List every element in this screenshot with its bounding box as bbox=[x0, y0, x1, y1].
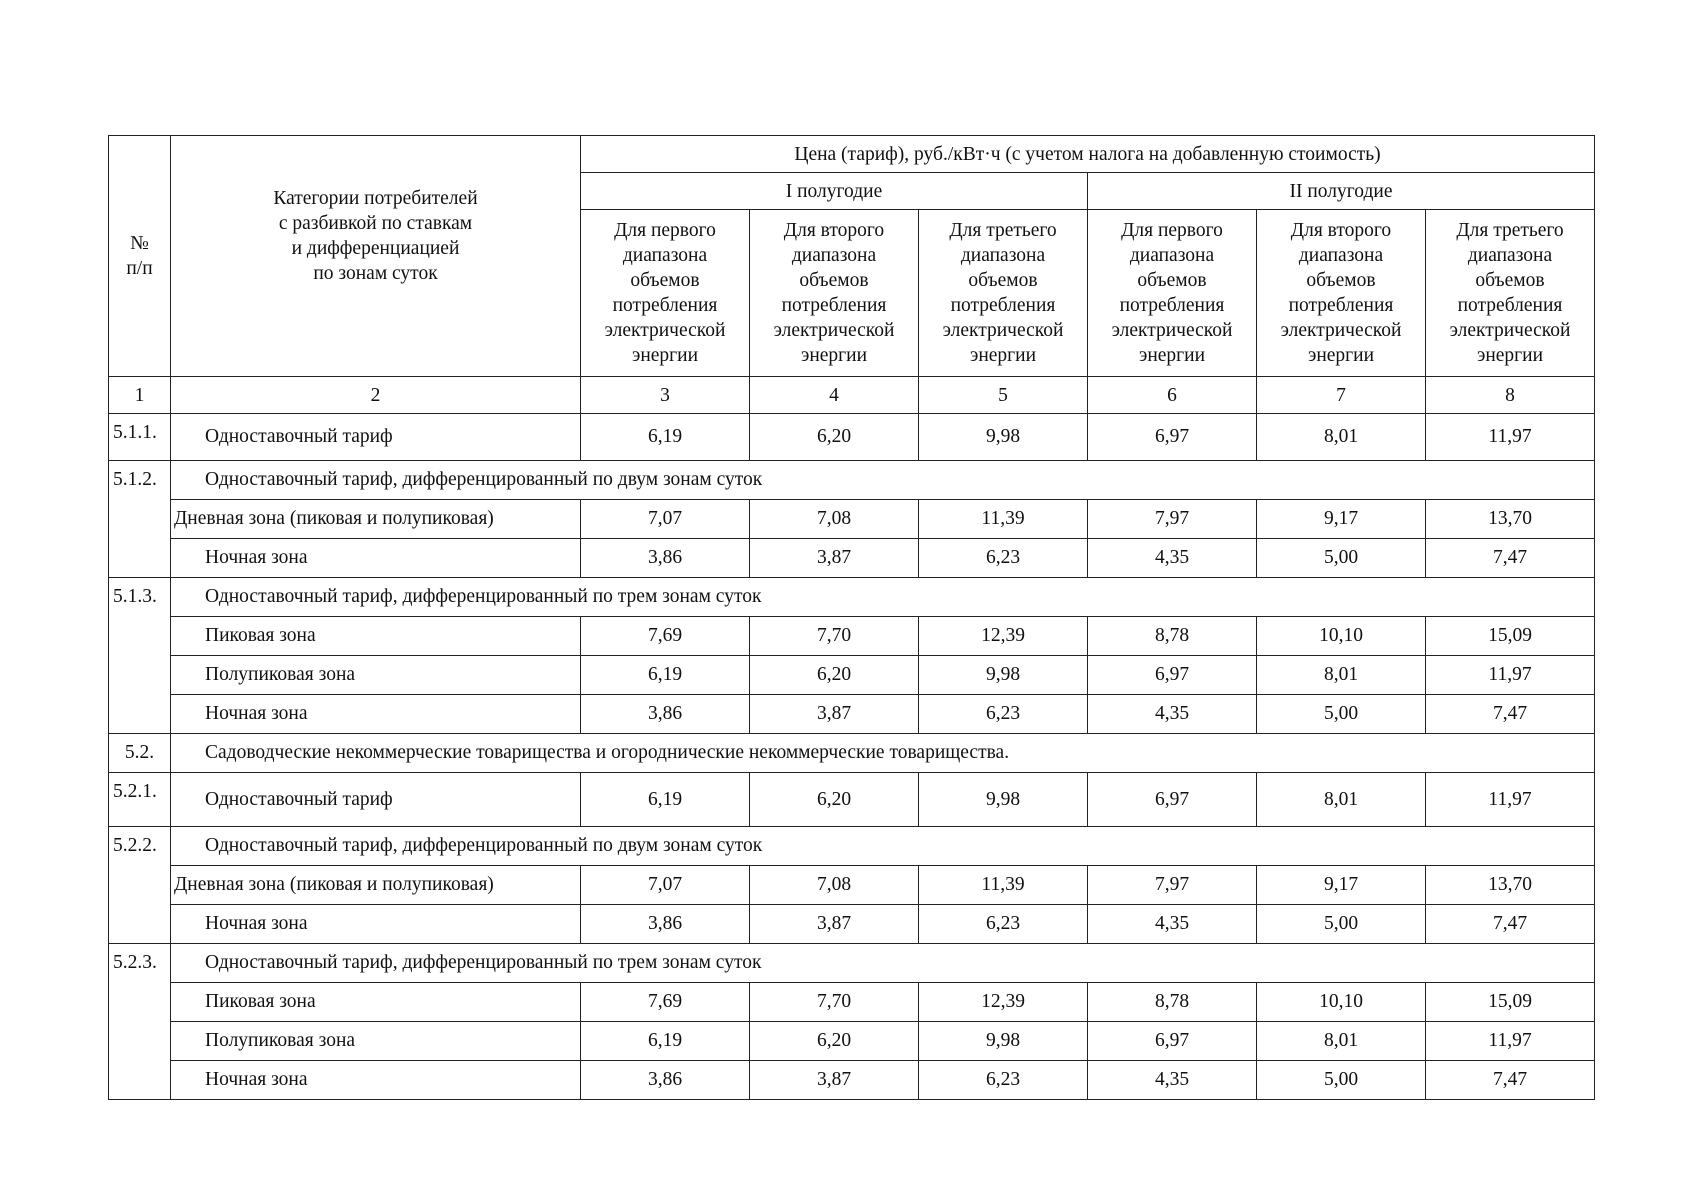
col-index: 2 bbox=[171, 377, 581, 414]
value-cell: 8,01 bbox=[1257, 773, 1426, 827]
row-number: 5.2.2. bbox=[109, 827, 171, 944]
value-cell: 8,78 bbox=[1088, 983, 1257, 1022]
section-label: Одноставочный тариф, дифференцированный по трем зонам суток bbox=[171, 944, 1595, 983]
row-number: 5.2.1. bbox=[109, 773, 171, 827]
header-range3-h2: Для третьего диапазона объемов потребления электрической энергии bbox=[1426, 210, 1595, 377]
value-cell: 13,70 bbox=[1426, 866, 1595, 905]
value-cell: 6,97 bbox=[1088, 1022, 1257, 1061]
section-label: Одноставочный тариф, дифференцированный по трем зонам суток bbox=[171, 578, 1595, 617]
value-cell: 5,00 bbox=[1257, 539, 1426, 578]
header-range1-h1: Для первого диапазона объемов потребления электрической энергии bbox=[581, 210, 750, 377]
value-cell: 3,87 bbox=[750, 539, 919, 578]
value-cell: 6,23 bbox=[919, 1061, 1088, 1100]
table-row bbox=[109, 944, 1595, 983]
value-cell: 9,98 bbox=[919, 414, 1088, 461]
value-cell: 7,69 bbox=[581, 617, 750, 656]
table-row bbox=[109, 734, 1595, 773]
value-cell: 6,20 bbox=[750, 773, 919, 827]
table-row bbox=[109, 539, 1595, 578]
table-row bbox=[109, 1022, 1595, 1061]
value-cell: 7,97 bbox=[1088, 866, 1257, 905]
table-row bbox=[109, 500, 1595, 539]
value-cell: 7,08 bbox=[750, 500, 919, 539]
row-label: Ночная зона bbox=[171, 539, 581, 578]
header-half2: II полугодие bbox=[1088, 173, 1595, 210]
value-cell: 8,78 bbox=[1088, 617, 1257, 656]
row-label: Одноставочный тариф bbox=[171, 414, 581, 461]
value-cell: 3,86 bbox=[581, 539, 750, 578]
value-cell: 11,39 bbox=[919, 866, 1088, 905]
value-cell: 7,47 bbox=[1426, 539, 1595, 578]
header-range3-h1: Для третьего диапазона объемов потребления электрической энергии bbox=[919, 210, 1088, 377]
row-number: 5.1.1. bbox=[109, 414, 171, 461]
header-range2-h1: Для второго диапазона объемов потребления электрической энергии bbox=[750, 210, 919, 377]
value-cell: 11,97 bbox=[1426, 1022, 1595, 1061]
value-cell: 8,01 bbox=[1257, 1022, 1426, 1061]
section-label: Садоводческие некоммерческие товарищества и огороднические некоммерческие товарищества. bbox=[171, 734, 1595, 773]
row-number: 5.1.3. bbox=[109, 578, 171, 734]
row-number: 5.1.2. bbox=[109, 461, 171, 578]
tariff-table bbox=[108, 135, 1595, 1100]
row-label: Пиковая зона bbox=[171, 983, 581, 1022]
row-label: Ночная зона bbox=[171, 905, 581, 944]
col-index: 8 bbox=[1426, 377, 1595, 414]
value-cell: 7,47 bbox=[1426, 1061, 1595, 1100]
row-label: Ночная зона bbox=[171, 695, 581, 734]
value-cell: 6,97 bbox=[1088, 656, 1257, 695]
value-cell: 4,35 bbox=[1088, 695, 1257, 734]
value-cell: 7,69 bbox=[581, 983, 750, 1022]
value-cell: 11,97 bbox=[1426, 656, 1595, 695]
table-row bbox=[109, 414, 1595, 461]
value-cell: 5,00 bbox=[1257, 1061, 1426, 1100]
row-label: Полупиковая зона bbox=[171, 1022, 581, 1061]
row-label: Одноставочный тариф bbox=[171, 773, 581, 827]
value-cell: 6,23 bbox=[919, 905, 1088, 944]
value-cell: 6,19 bbox=[581, 773, 750, 827]
value-cell: 6,23 bbox=[919, 695, 1088, 734]
value-cell: 9,98 bbox=[919, 656, 1088, 695]
table-row bbox=[109, 695, 1595, 734]
header-num: № п/п bbox=[109, 136, 171, 377]
value-cell: 10,10 bbox=[1257, 617, 1426, 656]
value-cell: 4,35 bbox=[1088, 1061, 1257, 1100]
value-cell: 6,97 bbox=[1088, 773, 1257, 827]
value-cell: 6,19 bbox=[581, 1022, 750, 1061]
table-row bbox=[109, 827, 1595, 866]
value-cell: 4,35 bbox=[1088, 905, 1257, 944]
header-range1-h2: Для первого диапазона объемов потребления электрической энергии bbox=[1088, 210, 1257, 377]
row-label: Дневная зона (пиковая и полупиковая) bbox=[171, 866, 581, 905]
table-row bbox=[109, 656, 1595, 695]
value-cell: 10,10 bbox=[1257, 983, 1426, 1022]
table-row bbox=[109, 578, 1595, 617]
value-cell: 7,47 bbox=[1426, 905, 1595, 944]
value-cell: 7,47 bbox=[1426, 695, 1595, 734]
value-cell: 3,87 bbox=[750, 1061, 919, 1100]
table-row bbox=[109, 773, 1595, 827]
col-index: 5 bbox=[919, 377, 1088, 414]
table-row bbox=[109, 905, 1595, 944]
value-cell: 12,39 bbox=[919, 983, 1088, 1022]
section-label: Одноставочный тариф, дифференцированный по двум зонам суток bbox=[171, 461, 1595, 500]
header-price: Цена (тариф), руб./кВт·ч (с учетом налога на добавленную стоимость) bbox=[581, 136, 1595, 173]
col-index: 6 bbox=[1088, 377, 1257, 414]
value-cell: 6,97 bbox=[1088, 414, 1257, 461]
value-cell: 6,19 bbox=[581, 656, 750, 695]
value-cell: 8,01 bbox=[1257, 656, 1426, 695]
col-index: 1 bbox=[109, 377, 171, 414]
row-label: Дневная зона (пиковая и полупиковая) bbox=[171, 500, 581, 539]
value-cell: 4,35 bbox=[1088, 539, 1257, 578]
header-half1: I полугодие bbox=[581, 173, 1088, 210]
header-category: Категории потребителей с разбивкой по ставкам и дифференциацией по зонам суток bbox=[171, 136, 581, 377]
value-cell: 5,00 bbox=[1257, 695, 1426, 734]
table-row bbox=[109, 617, 1595, 656]
value-cell: 8,01 bbox=[1257, 414, 1426, 461]
value-cell: 9,17 bbox=[1257, 866, 1426, 905]
value-cell: 12,39 bbox=[919, 617, 1088, 656]
value-cell: 9,17 bbox=[1257, 500, 1426, 539]
value-cell: 11,39 bbox=[919, 500, 1088, 539]
value-cell: 3,86 bbox=[581, 1061, 750, 1100]
col-index: 3 bbox=[581, 377, 750, 414]
value-cell: 9,98 bbox=[919, 773, 1088, 827]
table-row bbox=[109, 983, 1595, 1022]
value-cell: 5,00 bbox=[1257, 905, 1426, 944]
row-label: Пиковая зона bbox=[171, 617, 581, 656]
tariff-table-sheet bbox=[108, 135, 1595, 1100]
value-cell: 11,97 bbox=[1426, 414, 1595, 461]
value-cell: 3,86 bbox=[581, 905, 750, 944]
value-cell: 6,19 bbox=[581, 414, 750, 461]
value-cell: 7,97 bbox=[1088, 500, 1257, 539]
row-label: Ночная зона bbox=[171, 1061, 581, 1100]
row-number: 5.2.3. bbox=[109, 944, 171, 1100]
value-cell: 7,70 bbox=[750, 617, 919, 656]
value-cell: 15,09 bbox=[1426, 983, 1595, 1022]
value-cell: 15,09 bbox=[1426, 617, 1595, 656]
value-cell: 7,07 bbox=[581, 500, 750, 539]
value-cell: 6,20 bbox=[750, 656, 919, 695]
section-label: Одноставочный тариф, дифференцированный по двум зонам суток bbox=[171, 827, 1595, 866]
col-index: 4 bbox=[750, 377, 919, 414]
value-cell: 6,23 bbox=[919, 539, 1088, 578]
value-cell: 6,20 bbox=[750, 414, 919, 461]
value-cell: 7,07 bbox=[581, 866, 750, 905]
table-row bbox=[109, 461, 1595, 500]
table-row bbox=[109, 866, 1595, 905]
header-range2-h2: Для второго диапазона объемов потребления электрической энергии bbox=[1257, 210, 1426, 377]
value-cell: 7,70 bbox=[750, 983, 919, 1022]
value-cell: 9,98 bbox=[919, 1022, 1088, 1061]
value-cell: 13,70 bbox=[1426, 500, 1595, 539]
col-index: 7 bbox=[1257, 377, 1426, 414]
row-number: 5.2. bbox=[109, 734, 171, 773]
row-label: Полупиковая зона bbox=[171, 656, 581, 695]
value-cell: 6,20 bbox=[750, 1022, 919, 1061]
table-row bbox=[109, 1061, 1595, 1100]
value-cell: 3,87 bbox=[750, 695, 919, 734]
value-cell: 11,97 bbox=[1426, 773, 1595, 827]
value-cell: 7,08 bbox=[750, 866, 919, 905]
value-cell: 3,86 bbox=[581, 695, 750, 734]
value-cell: 3,87 bbox=[750, 905, 919, 944]
